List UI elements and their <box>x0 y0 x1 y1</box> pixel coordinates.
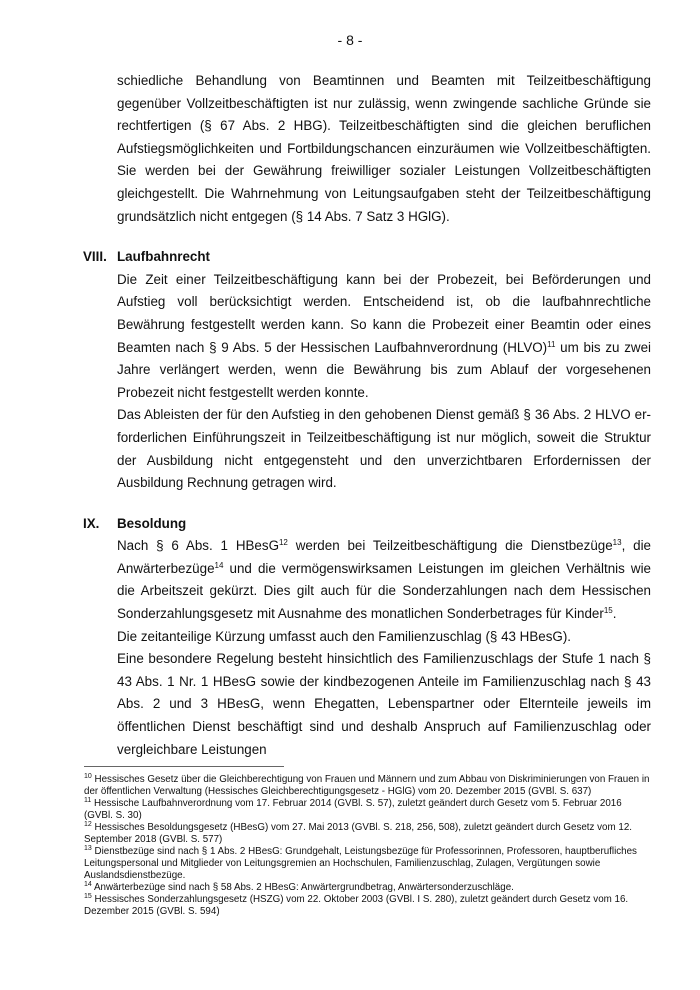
footnotes <box>84 774 651 918</box>
section-number: VIII. <box>83 249 107 265</box>
footnote-text: Dienstbezüge sind nach § 1 Abs. 2 HBesG: Grundgehalt, Leistungsbezüge für Professorinnen, Professoren, hauptberufliches Leitungspersonal und Mitglieder von Leitungsgremien an Hochschulen, Familienzuschlag, Zulagen, Vergütungen sowie Auslandsdienstbezüge. <box>84 846 637 881</box>
paragraph <box>117 269 651 405</box>
document-body <box>83 70 652 761</box>
footnote <box>84 798 651 822</box>
footnote-text: Anwärterbezüge sind nach § 58 Abs. 2 HBesG: Anwärtergrundbetrag, Anwärtersonderzuschläge. <box>91 882 514 893</box>
text-run: . <box>612 606 617 622</box>
section-title: Besoldung <box>117 515 187 531</box>
section-heading-viii <box>83 246 651 269</box>
text-run: Die Zeit einer Teilzeitbeschäftigung kann bei der Probezeit, bei Beförderungen und Aufstieg voll berücksichtigt werden. Entscheidend ist, ob die laufbahnrechtliche Bewährung festgestellt werden kann. So kann die Probezeit einer Beamtin oder eines Beamten nach § 9 Abs. 5 der Hessischen Laufbahnverordnung (HLVO) <box>117 271 651 355</box>
footnote-number: 10 <box>84 773 92 780</box>
text-run: Nach § 6 Abs. 1 HBesG <box>117 538 279 554</box>
footnote-number: 15 <box>84 893 92 900</box>
text-run: werden bei Teilzeitbeschäftigung die Dienstbezüge <box>287 538 613 554</box>
footnote-ref[interactable]: 14 <box>214 560 224 570</box>
paragraph: Eine besondere Regelung besteht hinsichtlich des Familienzuschlags der Stufe 1 nach § 43 Abs. 1 Nr. 1 HBesG sowie der kindbezogenen Anteile im Familienzuschlag nach § 43 Abs. 2 und 3 HBesG, wenn Ehegatten, Lebenspartner oder Elternteile jeweils im öffentlichen Dienst beschäftigt sind und deshalb Anspruch auf Familienzuschlag oder vergleichbare Leistungen <box>117 651 651 757</box>
footnote <box>84 894 651 918</box>
footnote-text: Hessisches Gesetz über die Gleichberechtigung von Frauen und Männern und zum Abbau von Diskriminierungen von Frauen in der öffentlichen Verwaltung (Hessisches Gleichberechtigungsgesetz - HGlG) vom 20. Dezember 2015 (GVBl. S. 637) <box>84 774 650 797</box>
footnote <box>84 846 651 882</box>
page-number: - 8 - <box>337 32 363 48</box>
footnote-number: 14 <box>84 881 92 888</box>
text-run: um bis zu zwei Jahre verlängert werden, wenn die Bewährung bis zum Ablauf der vorgesehenen Probezeit nicht festgestellt werden konnte. <box>117 339 651 400</box>
footnote <box>84 882 651 894</box>
footnote-number: 13 <box>84 845 92 852</box>
footnote-ref[interactable]: 11 <box>547 339 556 349</box>
text-run: und die vermögenswirksamen Leistungen im gleichen Verhältnis wie die Arbeitszeit gekürzt. Dies gilt auch für die Sonderzahlungen nach dem Hessischen Sonderzahlungsgesetz mit Ausnahme des monatlichen Sonderbetrages für Kinder <box>117 560 651 622</box>
footnote <box>84 822 651 846</box>
footnote-text: Hessisches Sonderzahlungsgesetz (HSZG) vom 22. Oktober 2003 (GVBl. I S. 280), zuletzt geändert durch Gesetz vom 16. Dezember 2015 (GVBl. S. 594) <box>84 894 629 917</box>
footnote-text: Hessische Laufbahnverordnung vom 17. Februar 2014 (GVBl. S. 57), zuletzt geändert durch Gesetz vom 5. Februar 2016 (GVBl. S. 30) <box>84 798 622 821</box>
intro-paragraph: schiedliche Behandlung von Beamtinnen und Beamten mit Teilzeitbeschäftigung gegenüber Vollzeitbeschäftigten ist nur zulässig, wenn zwingende sachliche Gründe sie rechtfertigen (§ 67 Abs. 2 HBG). Teilzeitbeschäftigten sind die gleichen beruflichen Aufstiegsmöglichkeiten und Fortbildungschancen einzuräumen wie Vollzeitbeschäftigten. Sie werden bei der Gewährung freiwilliger sozialer Leistungen Vollzeitbeschäftigten gleichgestellt. Die Wahrnehmung von Leitungsaufgaben steht der Teilzeitbeschäftigung grundsätzlich nicht entgegen (§ 14 Abs. 7 Satz 3 HGlG). <box>117 73 651 224</box>
footnote-number: 12 <box>84 821 92 828</box>
footnote-ref[interactable]: 13 <box>612 538 622 548</box>
paragraph: Die zeitanteilige Kürzung umfasst auch den Familienzuschlag (§ 43 HBesG). <box>117 628 572 644</box>
footnote-ref[interactable]: 12 <box>278 538 288 548</box>
section-heading-ix <box>83 513 651 536</box>
footnote-separator <box>84 766 284 767</box>
paragraph <box>117 535 651 625</box>
paragraph: Das Ableisten der für den Aufstieg in den gehobenen Dienst gemäß § 36 Abs. 2 HLVO erforderlichen Einführungszeit in Teilzeitbeschäftigung ist nur möglich, soweit die Struktur der Ausbildung nicht entgegensteht und den unverzichtbaren Erfordernissen der Ausbildung Rechnung getragen wird. <box>117 407 651 491</box>
footnote-text: Hessisches Besoldungsgesetz (HBesG) vom 27. Mai 2013 (GVBl. S. 218, 256, 508), zuletzt geändert durch Gesetz vom 12. September 2018 (GVBl. S. 577) <box>84 822 632 845</box>
section-title: Laufbahnrecht <box>117 249 210 265</box>
footnote-number: 11 <box>84 797 92 804</box>
footnote-ref[interactable]: 15 <box>603 606 613 616</box>
footnote <box>84 774 651 798</box>
section-number: IX. <box>83 515 100 531</box>
text-run: , die Anwärterbezüge <box>117 538 652 576</box>
